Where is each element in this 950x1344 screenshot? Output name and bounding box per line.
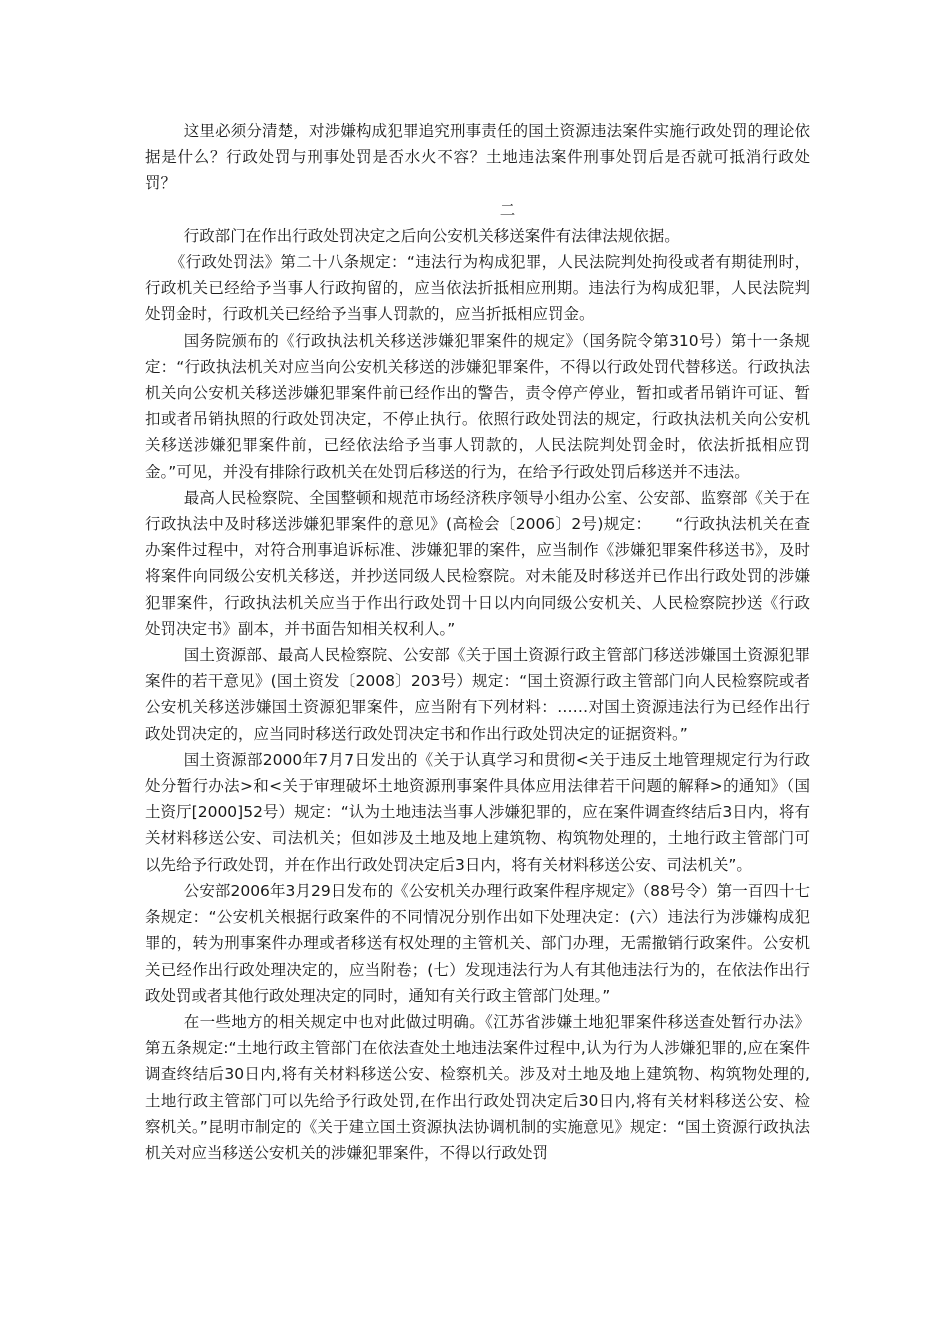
paragraph-intro-questions: 这里必须分清楚，对涉嫌构成犯罪追究刑事责任的国土资源违法案件实施行政处罚的理论依据是什么？行政处罚与刑事处罚是否水火不容？土地违法案件刑事处罚后是否就可抵消行政处罚？ — [145, 122, 810, 193]
paragraph-legal-basis: 行政部门在作出行政处罚决定之后向公安机关移送案件有法律法规依据。 — [183, 226, 680, 245]
paragraph-land-ministry-notice: 国土资源部2000年7月7日发出的《关于认真学习和贯彻<关于违反土地管理规定行为行政处分暂行办法>和<关于审理破坏土地资源刑事案件具体应用法律若干问题的解释>的通知》（国土资厅[2000]52号）规定：“认为土地违法当事人涉嫌犯罪的，应在案件调查终结后3日内，将有关材料移送公安、司法机关；但如涉及土地及地上建筑物、构筑物处理的，土地行政主管部门可以先给予行政处罚，并在作出行政处罚决定后3日内，将有关材料移送公安、司法机关”。 — [145, 750, 810, 874]
paragraph-land-resources-opinion: 国土资源部、最高人民检察院、公安部《关于国土资源行政主管部门移送涉嫌国土资源犯罪案件的若干意见》(国土资发〔2008〕203号）规定：“国土资源行政主管部门向人民检察院或者公安机关移送涉嫌国土资源犯罪案件，应当附有下列材料：……对国土资源违法行为已经作出行政处罚决定的，应当同时移送行政处罚决定书和作出行政处罚决定的证据资料。” — [145, 646, 810, 743]
paragraph-public-security-regulation: 公安部2006年3月29日发布的《公安机关办理行政案件程序规定》（88号令）第一百四十七条规定：“公安机关根据行政案件的不同情况分别作出如下处理决定：(六）违法行为涉嫌构成犯罪的，转为刑事案件办理或者移送有权处理的主管机关、部门办理，无需撤销行政案件。公安机关已经作出行政处理决定的，应当附卷；(七）发现违法行为人有其他违法行为的，在依法作出行政处罚或者其他行政处理决定的同时，通知有关行政主管部门处理。” — [145, 881, 810, 1005]
document-page — [145, 118, 810, 1166]
paragraph-local-regulations: 在一些地方的相关规定中也对此做过明确。《江苏省涉嫌土地犯罪案件移送查处暂行办法》第五条规定:“土地行政主管部门在依法查处土地违法案件过程中,认为行为人涉嫌犯罪的,应在案件调查终结后30日内,将有关材料移送公安、检察机关。涉及对土地及地上建筑物、构筑物处理的,土地行政主管部门可以先给予行政处罚,在作出行政处罚决定后30日内,将有关材料移送公安、检察机关。”昆明市制定的《关于建立国土资源执法协调机制的实施意见》规定：“国土资源行政执法机关对应当移送公安机关的涉嫌犯罪案件，不得以行政处罚 — [145, 1012, 810, 1162]
paragraph-administrative-penalty-law: 《行政处罚法》第二十八条规定：“违法行为构成犯罪，人民法院判处拘役或者有期徒刑时，行政机关已经给予当事人行政拘留的，应当依法折抵相应刑期。违法行为构成犯罪，人民法院判处罚金时，行政机关已经给予当事人罚款的，应当折抵相应罚金。 — [145, 253, 810, 324]
paragraph-procuratorate-opinion: 最高人民检察院、全国整顿和规范市场经济秩序领导小组办公室、公安部、监察部《关于在行政执法中及时移送涉嫌犯罪案件的意见》(高检会〔2006〕2号)规定： “行政执法机关在查办案件过程中，对符合刑事追诉标准、涉嫌犯罪的案件，应当制作《涉嫌犯罪案件移送书》，及时将案件向同级公安机关移送，并抄送同级人民检察院。对未能及时移送并已作出行政处罚的涉嫌犯罪案件，行政执法机关应当于作出行政处罚十日以内向同级公安机关、人民检察院抄送《行政处罚决定书》副本，并书面告知相关权利人。” — [145, 488, 810, 638]
paragraph-state-council-regulation: 国务院颁布的《行政执法机关移送涉嫌犯罪案件的规定》（国务院令第310号）第十一条规定：“行政执法机关对应当向公安机关移送的涉嫌犯罪案件，不得以行政处罚代替移送。行政执法机关向公安机关移送涉嫌犯罪案件前已经作出的警告，责令停产停业，暂扣或者吊销许可证、暂扣或者吊销执照的行政处罚决定，不停止执行。依照行政处罚法的规定，行政执法机关向公安机关移送涉嫌犯罪案件前，已经依法给予当事人罚款的，人民法院判处罚金时，依法折抵相应罚金。”可见，并没有排除行政机关在处罚后移送的行为，在给予行政处罚后移送并不违法。 — [145, 331, 810, 481]
section-number-heading: 二 — [499, 200, 516, 219]
